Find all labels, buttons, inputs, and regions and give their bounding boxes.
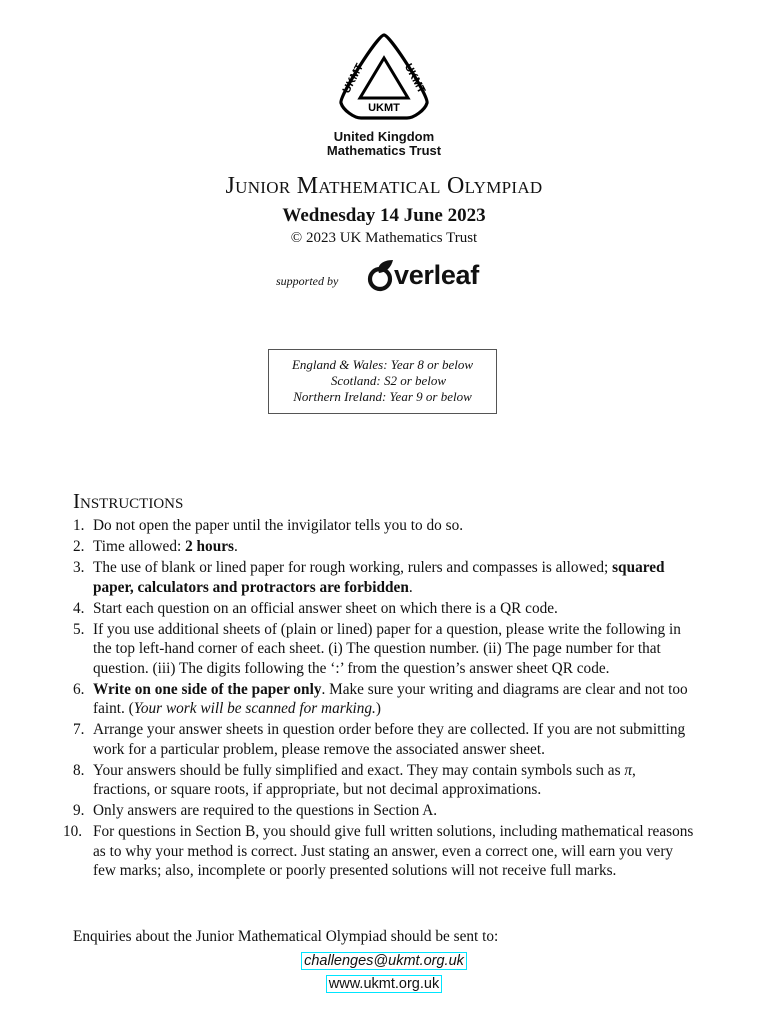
overleaf-wordmark: verleaf: [394, 259, 479, 290]
instruction-number: 4.: [73, 599, 85, 617]
instruction-text: , fractions, or square roots, if appropriate, but not decimal approximations.: [93, 761, 636, 798]
logo-text-bottom: UKMT: [368, 102, 400, 114]
eligibility-line-1: England & Wales: Year 8 or below: [291, 357, 474, 372]
instruction-number: 10.: [63, 823, 83, 840]
instruction-item: [73, 761, 695, 800]
instructions-heading: Instructions: [73, 489, 184, 513]
eligibility-line-2: Scotland: S2 or below: [330, 373, 447, 388]
paper-title: Junior Mathematical Olympiad: [225, 173, 543, 199]
instruction-text: The use of blank or lined paper for rough working, rulers and compasses is allowed;: [93, 559, 613, 576]
ukmt-logo: [334, 32, 434, 127]
exam-date: Wednesday 14 June 2023: [282, 205, 486, 226]
instruction-number: 8.: [73, 761, 85, 779]
instruction-item: [63, 822, 695, 881]
instruction-text: π: [624, 761, 633, 779]
logo-text-right: UKMT: [401, 61, 428, 96]
website-link[interactable]: www.ukmt.org.uk: [326, 975, 442, 993]
overleaf-logo: [366, 258, 479, 292]
instruction-number: 7.: [73, 721, 85, 738]
instruction-item: [73, 516, 695, 536]
org-line-1: United Kingdom: [333, 129, 435, 144]
instruction-text: For questions in Section B, you should give full written solutions, including mathematical reasons as to why your method is correct. Just stating an answer, even a correct one, will earn you very few marks; also, incomplete or poorly presented solutions will not receive full marks.: [93, 823, 694, 879]
instruction-item: [73, 599, 695, 619]
supported-by-label: supported by: [276, 274, 339, 288]
instruction-text: Your work will be scanned for marking.: [133, 700, 376, 717]
instruction-text: 2 hours: [185, 538, 234, 555]
instruction-item: [73, 620, 695, 679]
instruction-text: If you use additional sheets of (plain or lined) paper for a question, please write the following in the top left-hand corner of each sheet. (i) The question number. (ii) The page number for that question. (iii) The digits following the ‘:’ from the question’s answer sheet QR code.: [93, 620, 681, 677]
instruction-item: [73, 720, 695, 759]
instruction-item: [73, 558, 695, 597]
logo-text-left: UKMT: [340, 61, 367, 96]
overleaf-leaf-icon: [366, 258, 396, 292]
website-row: [0, 975, 768, 993]
instruction-text: Arrange your answer sheets in question order before they are collected. If you are not submitting work for a particular problem, please remove the associated answer sheet.: [93, 721, 686, 758]
instruction-text: ): [375, 700, 381, 717]
eligibility-line-3: Northern Ireland: Year 9 or below: [293, 389, 472, 404]
instruction-number: 6.: [73, 680, 85, 698]
email-row: [0, 952, 768, 970]
org-name: [0, 130, 768, 158]
copyright: © 2023 UK Mathematics Trust: [290, 230, 478, 246]
instruction-text: Start each question on an official answer sheet on which there is a QR code.: [93, 599, 558, 617]
enquiries-text: Enquiries about the Junior Mathematical Olympiad should be sent to:: [73, 928, 499, 945]
email-link[interactable]: challenges@ukmt.org.uk: [301, 952, 467, 970]
instruction-text: Do not open the paper until the invigilator tells you to do so.: [93, 517, 464, 534]
instruction-item: [73, 680, 695, 719]
instruction-number: 1.: [73, 517, 85, 534]
instruction-number: 9.: [73, 802, 85, 819]
instruction-text: squared paper, calculators and protractors are forbidden: [93, 559, 665, 596]
instruction-text: Time allowed:: [93, 538, 186, 555]
instructions-list: [63, 516, 695, 882]
instruction-number: 2.: [73, 538, 85, 555]
instruction-text: Your answers should be fully simplified and exact. They may contain symbols such as: [93, 761, 625, 779]
instruction-text: .: [408, 578, 413, 596]
instruction-text: . Make sure your writing and diagrams are clear and not too faint. (: [93, 680, 688, 717]
org-line-2: Mathematics Trust: [326, 143, 442, 158]
instruction-text: Write on one side of the paper only: [93, 680, 322, 698]
instruction-text: .: [233, 538, 238, 555]
instruction-text: Only answers are required to the questions in Section A.: [93, 802, 438, 819]
instruction-item: [73, 801, 695, 821]
instruction-item: [73, 537, 695, 557]
instruction-number: 5.: [73, 620, 85, 638]
instruction-number: 3.: [73, 559, 85, 576]
eligibility-box: [268, 349, 497, 414]
